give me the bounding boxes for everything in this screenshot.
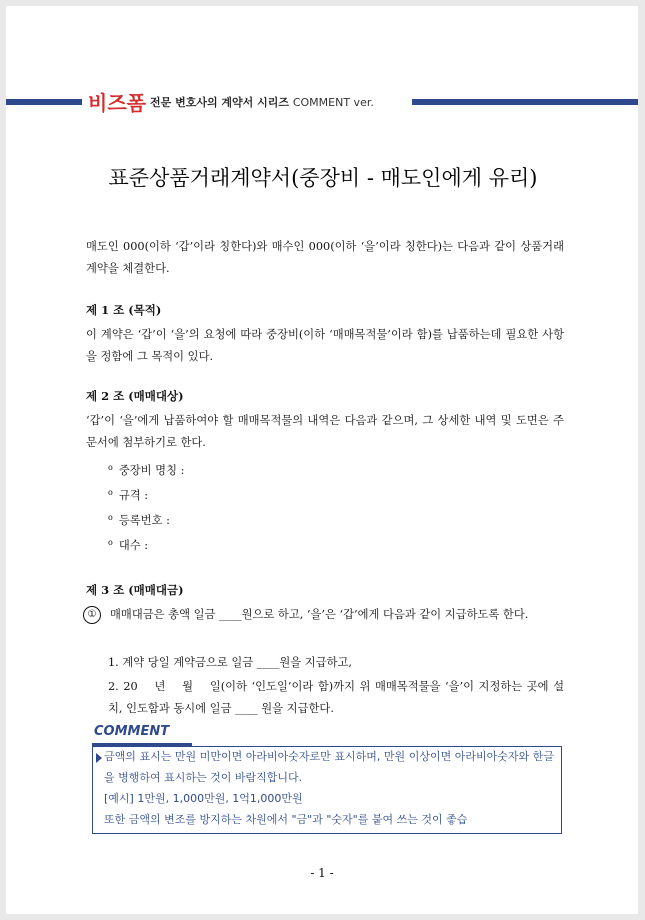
intro-paragraph: 매도인 000(이하 ‘갑’이라 칭한다)와 매수인 000(이하 ‘을’이라 칭한다)는 다음과 같이 상품거래계약을 체결한다.: [86, 240, 564, 275]
comment-line-1: 금액의 표시는 만원 미만이면 아라비아숫자로만 표시하며, 만원 이상이면 아라비아숫자와 한글을 병행하여 표시하는 것이 바람직합니다.: [104, 750, 554, 784]
list-item: $^o$ 대수 :: [108, 538, 149, 552]
article-3-clause-1: 매매대금은 총액 일금 ____원으로 하고, ‘을’은 ‘갑’에게 다음과 같이 지급하도록 한다.: [110, 608, 529, 621]
series-title: [150, 94, 374, 110]
list-item: $^o$ 규격 :: [108, 488, 149, 502]
comment-arrow-icon: [96, 753, 102, 763]
clause-number-marker: ①: [83, 606, 101, 624]
header-bar-right: [412, 99, 638, 105]
article-2-heading: 제 2 조 (매매대상): [86, 389, 184, 403]
list-item: $^o$ 등록번호 :: [108, 513, 170, 527]
series-header: [6, 90, 638, 114]
comment-label: COMMENT: [94, 724, 170, 739]
comment-text: [104, 746, 554, 830]
comment-line-2: [예시] 1만원, 1,000만원, 1억1,000만원: [104, 792, 303, 805]
brand-logo: 비즈폼: [88, 91, 146, 115]
document-title: 표준상품거래계약서(중장비 - 매도인에게 유리): [108, 166, 538, 190]
series-title-ko: 전문 변호사의 계약서 시리즈: [150, 96, 289, 109]
article-3-item-1: 1. 계약 당일 계약금으로 일금 ____원을 지급하고,: [108, 656, 353, 669]
list-item: $^o$ 중장비 명칭 :: [108, 463, 185, 477]
series-title-en: COMMENT ver.: [292, 96, 374, 109]
article-3-heading: 제 3 조 (매매대금): [86, 583, 184, 597]
article-3-item-2: 2. 20 년 월 일(이하 ‘인도일’이라 함)까지 위 매매목적물을 ‘을’이 지정하는 곳에 설치, 인도함과 동시에 일금 ____ 원을 지급한다.: [108, 680, 564, 715]
article-1-heading: 제 1 조 (목적): [86, 303, 162, 317]
article-2-body: ‘갑’이 ‘을’에게 납품하여야 할 매매목적물의 내역은 다음과 같으며, 그 상세한 내역 및 도면은 주문서에 첨부하기로 한다.: [86, 414, 564, 449]
document-page: [6, 6, 638, 914]
header-bar-left: [6, 99, 82, 105]
page-number: - 1 -: [310, 866, 334, 880]
comment-line-3: 또한 금액의 변조를 방지하는 차원에서 "금"과 "숫자"를 붙여 쓰는 것이 좋습: [104, 813, 468, 826]
article-1-body: 이 계약은 ‘갑’이 ‘을’의 요청에 따라 중장비(이하 ‘매매목적물’이라 함)를 납품하는데 필요한 사항을 정함에 그 목적이 있다.: [86, 328, 564, 363]
